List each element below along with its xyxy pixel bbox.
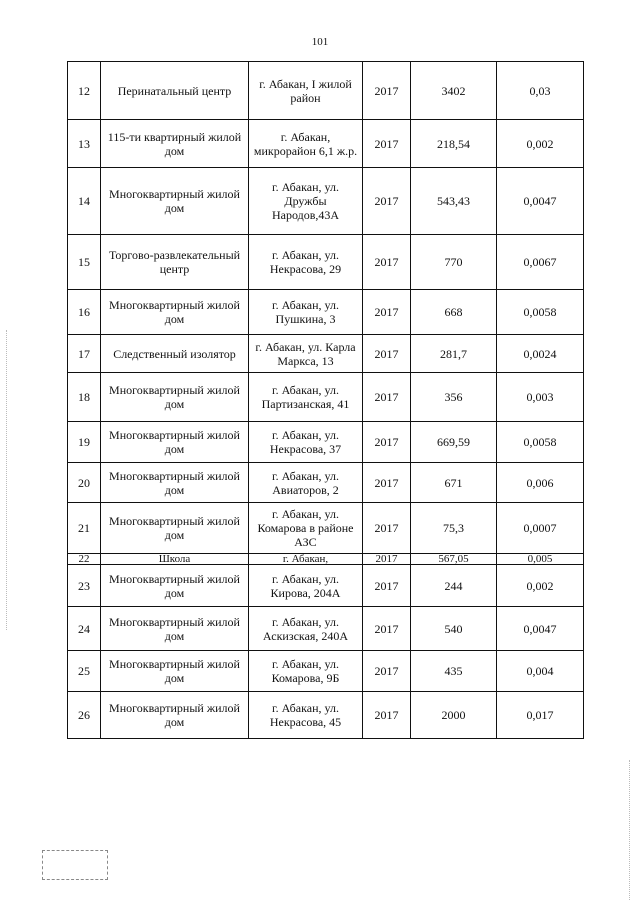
year-cell: 2017 [363, 168, 411, 235]
year-cell: 2017 [363, 235, 411, 290]
table-row [68, 62, 584, 120]
object-name-cell: Многоквартирный жилой дом [101, 463, 249, 503]
share-cell: 0,0047 [497, 607, 584, 651]
object-name-cell: Многоквартирный жилой дом [101, 168, 249, 235]
share-cell: 0,0024 [497, 335, 584, 373]
value-cell: 244 [411, 565, 497, 607]
value-cell: 668 [411, 290, 497, 335]
object-name-cell: Многоквартирный жилой дом [101, 565, 249, 607]
scan-edge-left [6, 330, 9, 630]
table-row [68, 503, 584, 554]
table-row [68, 651, 584, 692]
value-cell: 770 [411, 235, 497, 290]
share-cell: 0,003 [497, 373, 584, 422]
year-cell: 2017 [363, 335, 411, 373]
table-row [68, 290, 584, 335]
value-cell: 281,7 [411, 335, 497, 373]
row-number-cell: 13 [68, 120, 101, 168]
value-cell: 543,43 [411, 168, 497, 235]
row-number-cell: 25 [68, 651, 101, 692]
share-cell: 0,002 [497, 120, 584, 168]
page-number: 101 [311, 36, 329, 48]
address-cell: г. Абакан, ул. Партизанская, 41 [249, 373, 363, 422]
year-cell: 2017 [363, 373, 411, 422]
value-cell: 2000 [411, 692, 497, 739]
address-cell: г. Абакан, ул. Комарова, 9Б [249, 651, 363, 692]
table-row [68, 554, 584, 565]
value-cell: 356 [411, 373, 497, 422]
table-row [68, 335, 584, 373]
row-number-cell: 19 [68, 422, 101, 463]
value-cell: 3402 [411, 62, 497, 120]
object-name-cell: Школа [101, 554, 249, 565]
share-cell: 0,0058 [497, 290, 584, 335]
row-number-cell: 17 [68, 335, 101, 373]
object-name-cell: Многоквартирный жилой дом [101, 373, 249, 422]
table-row [68, 422, 584, 463]
object-name-cell: Многоквартирный жилой дом [101, 607, 249, 651]
year-cell: 2017 [363, 120, 411, 168]
object-name-cell: Многоквартирный жилой дом [101, 692, 249, 739]
object-name-cell: Многоквартирный жилой дом [101, 503, 249, 554]
table-row [68, 607, 584, 651]
year-cell: 2017 [363, 651, 411, 692]
object-name-cell: Многоквартирный жилой дом [101, 651, 249, 692]
address-cell: г. Абакан, ул. Аскизская, 240А [249, 607, 363, 651]
share-cell: 0,0067 [497, 235, 584, 290]
row-number-cell: 18 [68, 373, 101, 422]
table-row [68, 373, 584, 422]
value-cell: 567,05 [411, 554, 497, 565]
year-cell: 2017 [363, 503, 411, 554]
scan-edge-right [629, 760, 632, 900]
object-name-cell: Перинатальный центр [101, 62, 249, 120]
object-name-cell: 115-ти квартирный жилой дом [101, 120, 249, 168]
row-number-cell: 23 [68, 565, 101, 607]
row-number-cell: 14 [68, 168, 101, 235]
table-row [68, 168, 584, 235]
value-cell: 435 [411, 651, 497, 692]
objects-table [67, 61, 584, 739]
share-cell: 0,0007 [497, 503, 584, 554]
year-cell: 2017 [363, 463, 411, 503]
row-number-cell: 12 [68, 62, 101, 120]
year-cell: 2017 [363, 554, 411, 565]
address-cell: г. Абакан, ул. Некрасова, 29 [249, 235, 363, 290]
year-cell: 2017 [363, 607, 411, 651]
row-number-cell: 26 [68, 692, 101, 739]
address-cell: г. Абакан, ул. Кирова, 204А [249, 565, 363, 607]
row-number-cell: 24 [68, 607, 101, 651]
address-cell: г. Абакан, ул. Некрасова, 37 [249, 422, 363, 463]
object-name-cell: Торгово-развлекательный центр [101, 235, 249, 290]
year-cell: 2017 [363, 290, 411, 335]
object-name-cell: Многоквартирный жилой дом [101, 422, 249, 463]
address-cell: г. Абакан, ул. Карла Маркса, 13 [249, 335, 363, 373]
share-cell: 0,004 [497, 651, 584, 692]
address-cell: г. Абакан, [249, 554, 363, 565]
row-number-cell: 22 [68, 554, 101, 565]
share-cell: 0,03 [497, 62, 584, 120]
value-cell: 75,3 [411, 503, 497, 554]
row-number-cell: 16 [68, 290, 101, 335]
row-number-cell: 20 [68, 463, 101, 503]
table-row [68, 692, 584, 739]
value-cell: 218,54 [411, 120, 497, 168]
table-row [68, 235, 584, 290]
share-cell: 0,006 [497, 463, 584, 503]
row-number-cell: 15 [68, 235, 101, 290]
share-cell: 0,017 [497, 692, 584, 739]
address-cell: г. Абакан, ул. Комарова в районе АЗС [249, 503, 363, 554]
table-row [68, 463, 584, 503]
address-cell: г. Абакан, ул. Пушкина, 3 [249, 290, 363, 335]
year-cell: 2017 [363, 692, 411, 739]
object-name-cell: Многоквартирный жилой дом [101, 290, 249, 335]
address-cell: г. Абакан, I жилой район [249, 62, 363, 120]
year-cell: 2017 [363, 565, 411, 607]
year-cell: 2017 [363, 422, 411, 463]
address-cell: г. Абакан, ул. Дружбы Народов,43А [249, 168, 363, 235]
share-cell: 0,005 [497, 554, 584, 565]
table-row [68, 120, 584, 168]
object-name-cell: Следственный изолятор [101, 335, 249, 373]
share-cell: 0,002 [497, 565, 584, 607]
table-row [68, 565, 584, 607]
value-cell: 540 [411, 607, 497, 651]
address-cell: г. Абакан, микрорайон 6,1 ж.р. [249, 120, 363, 168]
row-number-cell: 21 [68, 503, 101, 554]
address-cell: г. Абакан, ул. Некрасова, 45 [249, 692, 363, 739]
address-cell: г. Абакан, ул. Авиаторов, 2 [249, 463, 363, 503]
stamp-mark [42, 850, 108, 880]
value-cell: 669,59 [411, 422, 497, 463]
value-cell: 671 [411, 463, 497, 503]
objects-table-body [68, 62, 584, 739]
share-cell: 0,0058 [497, 422, 584, 463]
year-cell: 2017 [363, 62, 411, 120]
share-cell: 0,0047 [497, 168, 584, 235]
